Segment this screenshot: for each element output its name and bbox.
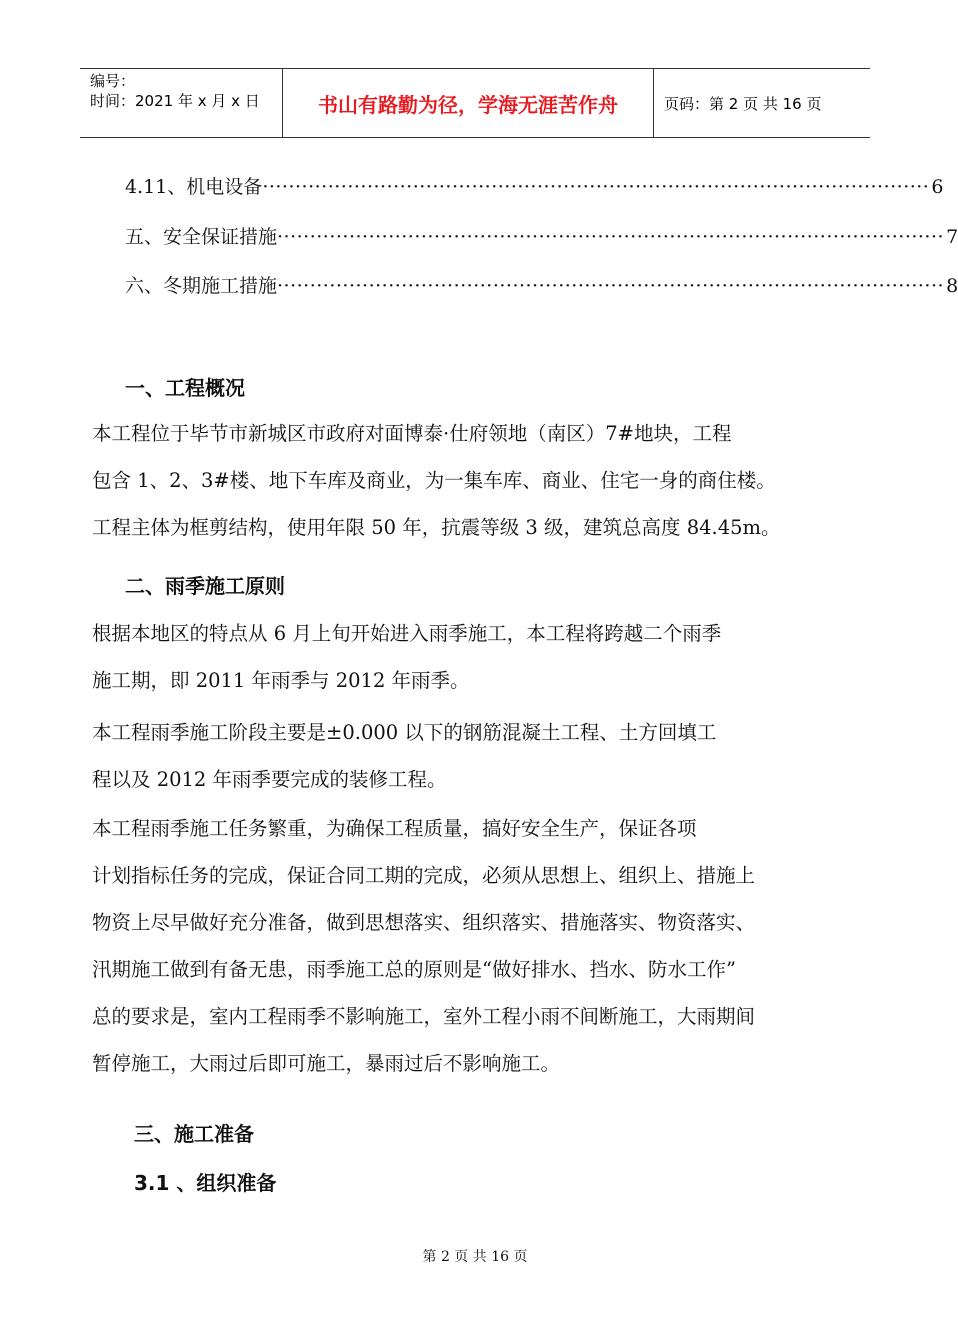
text-line: 包含 1、2、3#楼、地下车库及商业，为一集车库、商业、住宅一身的商住楼。: [92, 469, 776, 492]
section-1-paragraph: [92, 410, 862, 551]
section-3-heading: 三、施工准备: [134, 1122, 254, 1146]
text-line: 本工程位于毕节市新城区市政府对面博泰·仕府领地（南区）7#地块，工程: [92, 422, 732, 445]
toc-page: 8: [946, 275, 958, 297]
text-line: 本工程雨季施工阶段主要是±0.000 以下的钢筋混凝土工程、土方回填工: [92, 721, 717, 744]
section-2-paragraph-1: [92, 610, 862, 704]
document-date: 时间：2021 年 x 月 x 日: [90, 92, 260, 110]
toc-label: 六、冬期施工措施: [125, 275, 278, 297]
toc-entry[interactable]: [125, 222, 958, 249]
text-line: 暂停施工，大雨过后即可施工，暴雨过后不影响施工。: [92, 1052, 561, 1075]
text-line: 汛期施工做到有备无患，雨季施工总的原则是“做好排水、挡水、防水工作”: [92, 958, 736, 981]
text-line: 根据本地区的特点从 6 月上旬开始进入雨季施工，本工程将跨越二个雨季: [92, 622, 722, 645]
section-3-1-heading: 3.1 、组织准备: [134, 1171, 277, 1195]
section-2-paragraph-3: [92, 805, 862, 1087]
toc-leader: ······································································································: [277, 275, 945, 297]
toc-page: 6: [931, 176, 944, 198]
document-number-label: 编号：: [90, 72, 136, 90]
text-line: 工程主体为框剪结构，使用年限 50 年，抗震等级 3 级，建筑总高度 84.45m。: [92, 516, 781, 539]
text-line: 本工程雨季施工任务繁重，为确保工程质量，搞好安全生产，保证各项: [92, 817, 697, 840]
section-1-heading: 一、工程概况: [125, 376, 245, 400]
text-line: 总的要求是，室内工程雨季不影响施工，室外工程小雨不间断施工，大雨期间: [92, 1005, 756, 1028]
toc-entry[interactable]: [125, 172, 944, 199]
text-line: 程以及 2012 年雨季要完成的装修工程。: [92, 768, 447, 791]
toc-label: 五、安全保证措施: [125, 226, 278, 248]
header-meta: [80, 69, 282, 137]
section-2-paragraph-2: [92, 709, 862, 803]
toc-leader: ······································································································: [277, 226, 945, 248]
text-line: 计划指标任务的完成，保证合同工期的完成，必须从思想上、组织上、措施上: [92, 864, 756, 887]
section-2-heading: 二、雨季施工原则: [125, 574, 285, 598]
toc-page: 7: [946, 226, 958, 248]
text-line: 物资上尽早做好充分准备，做到思想落实、组织落实、措施落实、物资落实、: [92, 911, 756, 934]
toc-entry[interactable]: [125, 271, 958, 298]
toc-label: 4.11、机电设备: [125, 176, 263, 198]
page-header: [80, 68, 870, 138]
header-page-info: 页码：第 2 页 共 16 页: [664, 94, 822, 113]
page-footer: 第 2 页 共 16 页: [422, 1249, 528, 1265]
toc-leader: ······································································································: [262, 176, 930, 198]
header-motto: 书山有路勤为径，学海无涯苦作舟: [282, 69, 654, 137]
text-line: 施工期，即 2011 年雨季与 2012 年雨季。: [92, 669, 470, 692]
